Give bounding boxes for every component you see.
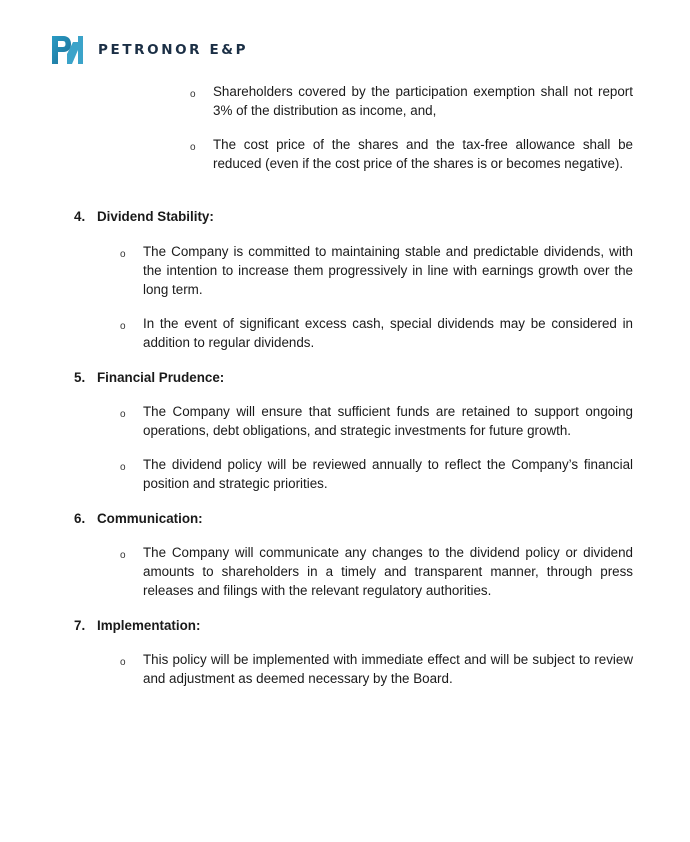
bullet-icon: o [190,89,196,100]
bullet-icon: o [190,142,196,153]
list-item: The Company will communicate any changes to the dividend policy or dividend amounts to shareholders in a timely and transparent manner, through press releases and filings with the relevant regulatory authorities. [143,545,633,598]
bullet-icon: o [120,550,126,561]
section-number: 4. [74,209,86,224]
section-number: 6. [74,511,86,526]
section-number: 5. [74,370,86,385]
bullet-icon: o [120,462,126,473]
document-header [50,34,248,66]
list-item: Shareholders covered by the participation exemption shall not report 3% of the distribution as income, and, [213,84,633,118]
company-name: PETRONOR E&P [98,42,249,58]
section-heading [74,617,200,636]
section-heading [74,510,203,529]
section-heading [74,369,224,388]
section-title: Financial Prudence: [97,370,225,385]
list-item: The Company will ensure that sufficient funds are retained to support ongoing operations, debt obligations, and strategic investments for future growth. [143,404,633,438]
list-item: This policy will be implemented with immediate effect and will be subject to review and adjustment as deemed necessary by the Board. [143,652,633,686]
bullet-icon: o [120,409,126,420]
list-item: In the event of significant excess cash, special dividends may be considered in addition to regular dividends. [143,316,633,350]
bullet-icon: o [120,249,126,260]
section-title: Communication: [97,511,203,526]
section-title: Dividend Stability: [97,209,214,224]
bullet-icon: o [120,657,126,668]
section-title: Implementation: [97,618,201,633]
list-item: The Company is committed to maintaining stable and predictable dividends, with the intention to increase them progressively in line with earnings growth over the long term. [143,244,633,297]
bullet-icon: o [120,321,126,332]
petronor-logo-icon [50,34,84,66]
list-item: The dividend policy will be reviewed annually to reflect the Company’s financial position and strategic priorities. [143,457,633,491]
section-number: 7. [74,618,86,633]
section-heading [74,208,214,227]
list-item: The cost price of the shares and the tax-free allowance shall be reduced (even if the cost price of the shares is or becomes negative). [213,137,633,171]
